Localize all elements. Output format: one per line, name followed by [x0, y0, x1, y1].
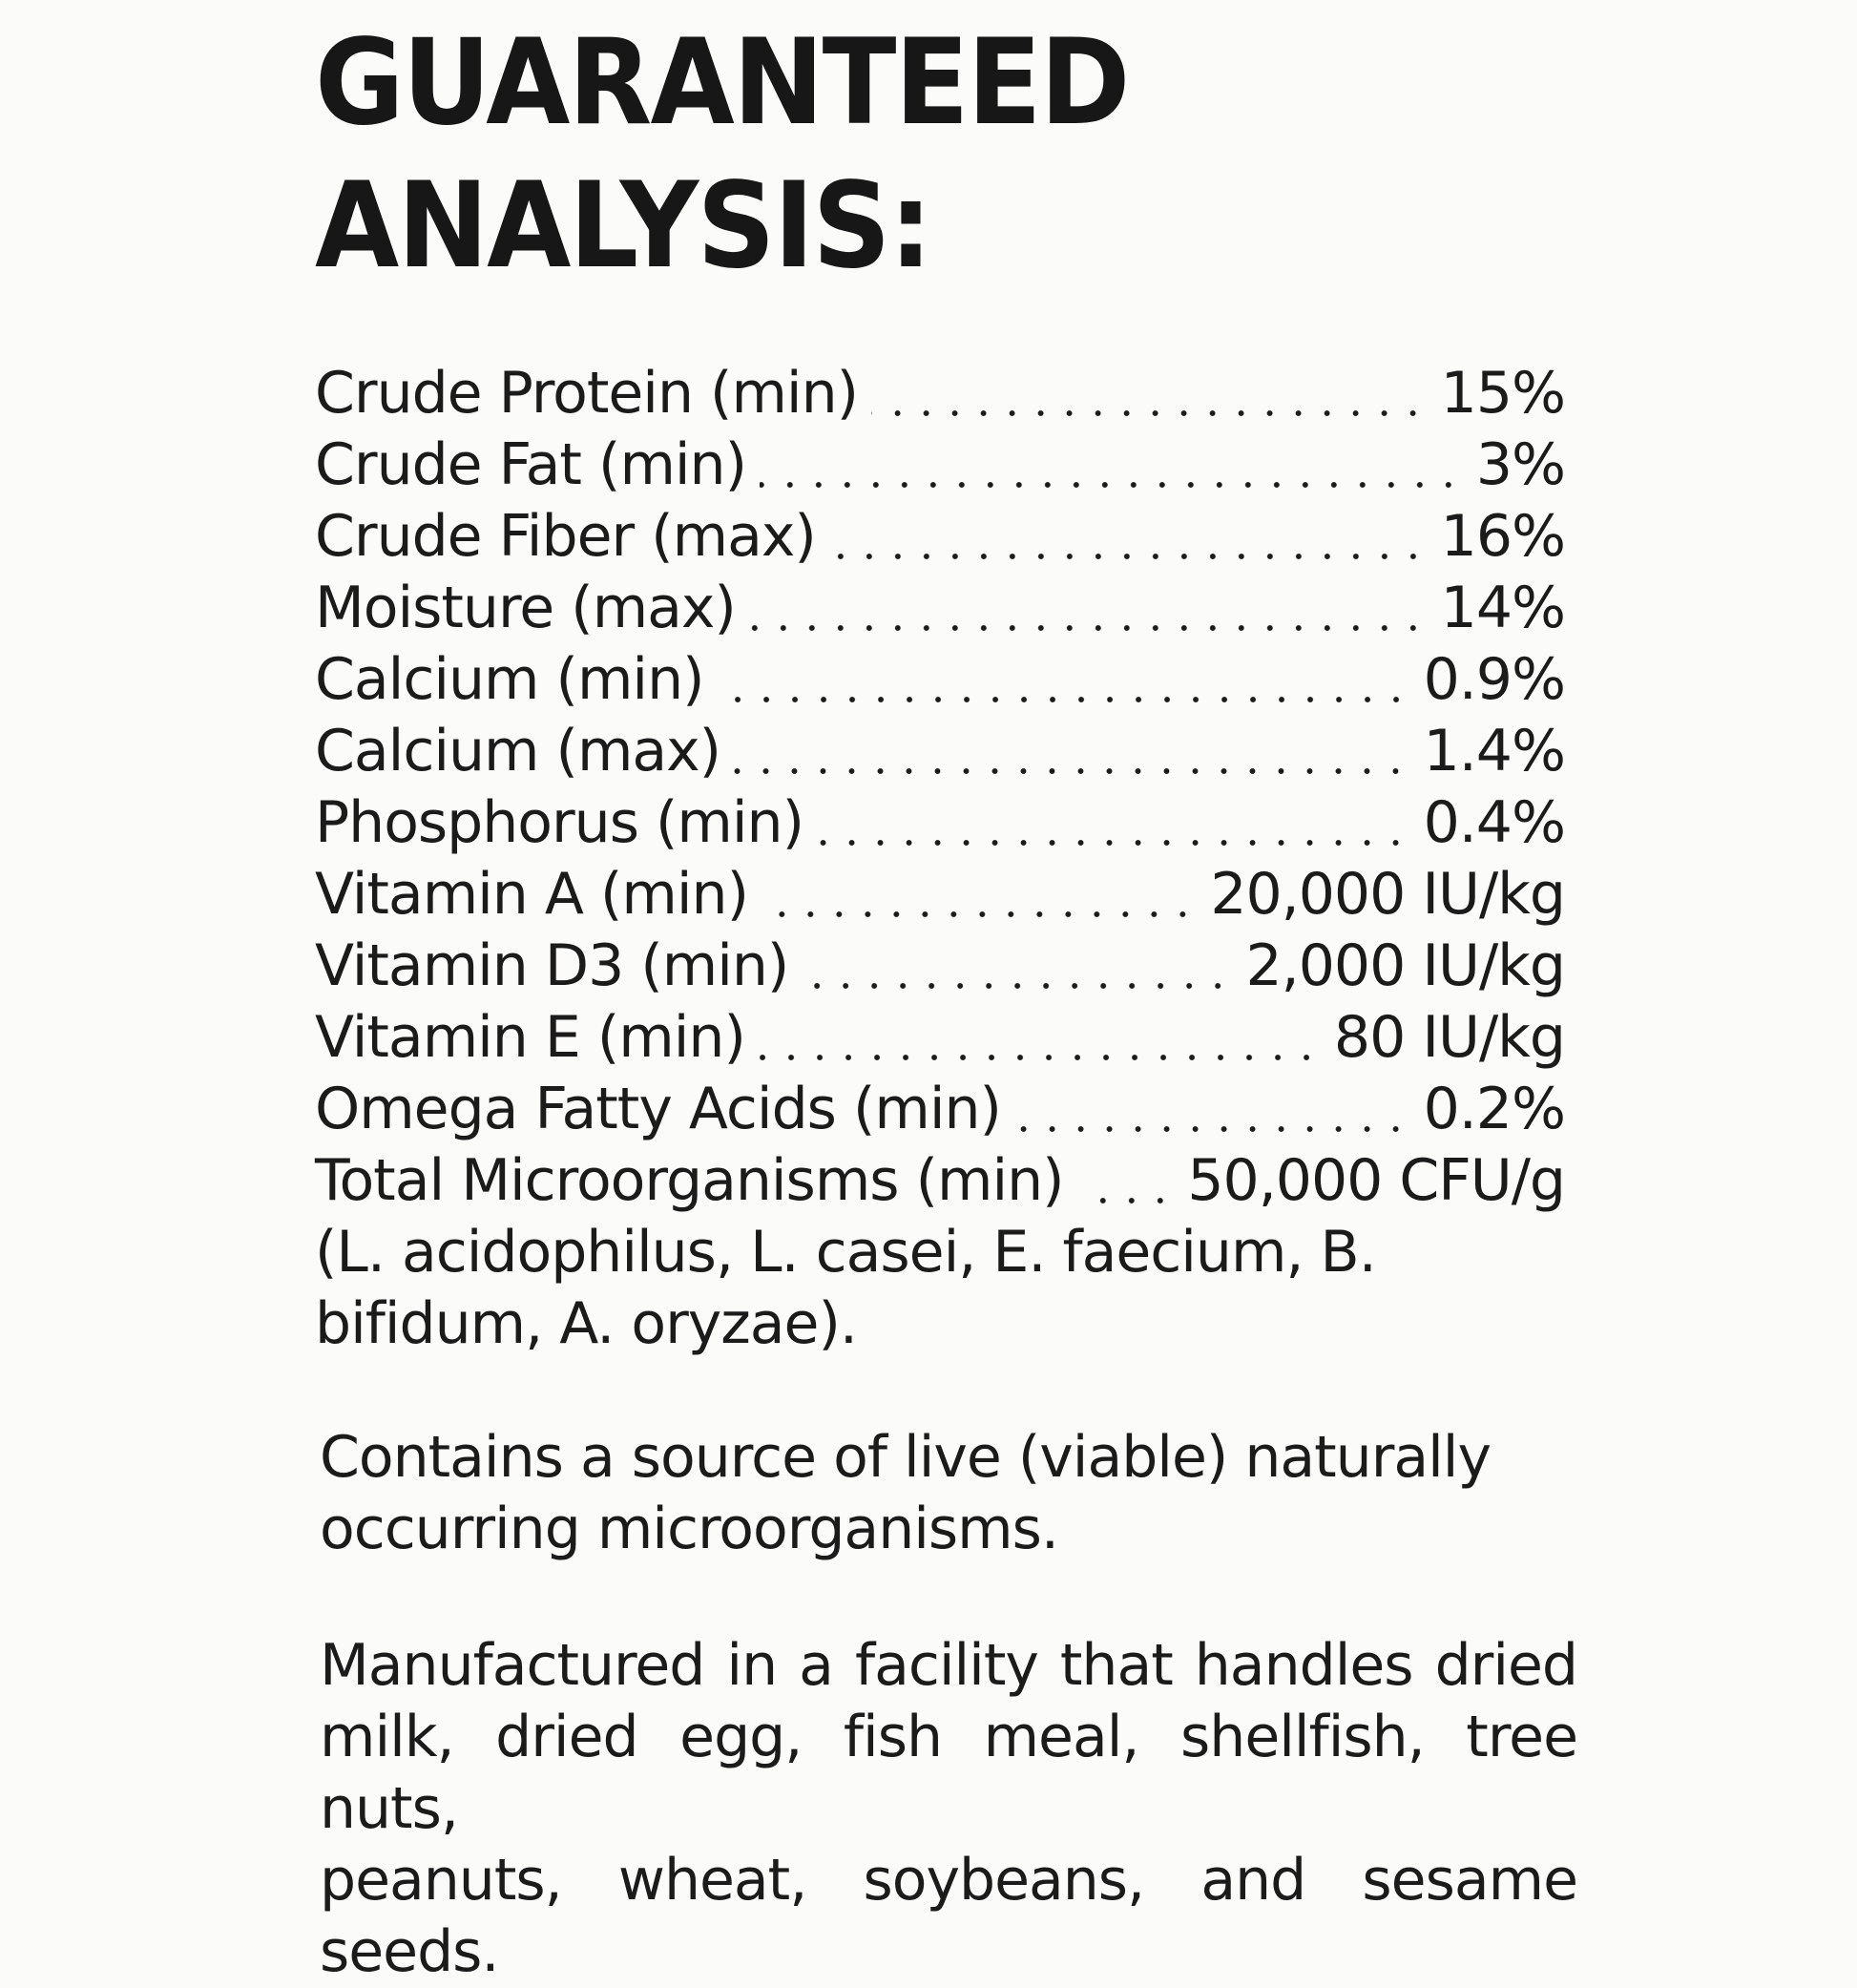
dot-leader: [871, 408, 1428, 419]
analysis-table: [315, 358, 1565, 1217]
analysis-label: Calcium (min): [315, 646, 704, 713]
analysis-label: Crude Protein (min): [315, 360, 859, 427]
live-microorganisms-note: Contains a source of live (viable) naturally occurring microorganisms.: [320, 1424, 1491, 1562]
analysis-row-crude-protein: [315, 358, 1565, 429]
analysis-row-vitamin-a: [315, 859, 1565, 931]
allergen-statement: [320, 1630, 1577, 1988]
analysis-value: 14%: [1440, 575, 1565, 641]
dot-leader: [829, 551, 1428, 562]
analysis-row-crude-fat: [315, 429, 1565, 501]
analysis-row-crude-fiber: [315, 501, 1565, 573]
analysis-row-calcium-min: [315, 644, 1565, 716]
analysis-row-vitamin-e: [315, 1002, 1565, 1074]
dot-leader: [1014, 1123, 1410, 1135]
dot-leader: [802, 980, 1232, 992]
analysis-label: Total Microorganisms (min): [315, 1147, 1064, 1214]
analysis-row-vitamin-d3: [315, 931, 1565, 1002]
analysis-row-calcium-max: [315, 716, 1565, 787]
analysis-label: Phosphorus (min): [315, 789, 803, 856]
analysis-value: 20,000 IU/kg: [1210, 861, 1565, 928]
analysis-label: Omega Fatty Acids (min): [315, 1076, 1001, 1142]
allergen-line-2: milk, dried egg, fish meal, shellfish, tree nuts,: [320, 1704, 1577, 1842]
analysis-value: 80 IU/kg: [1333, 1004, 1565, 1071]
analysis-row-moisture: [315, 573, 1565, 644]
analysis-label: Vitamin A (min): [315, 861, 748, 928]
dot-leader: [749, 622, 1428, 634]
guaranteed-analysis-heading: [315, 11, 1129, 298]
analysis-row-omega-fatty-acids: [315, 1074, 1565, 1145]
heading-line-1: GUARANTEED: [315, 14, 1129, 152]
dot-leader: [718, 694, 1410, 705]
analysis-value: 0.4%: [1423, 789, 1565, 856]
analysis-value: 3%: [1475, 431, 1565, 498]
dot-leader: [762, 909, 1197, 920]
heading-line-2: ANALYSIS:: [315, 157, 931, 295]
analysis-value: 16%: [1440, 503, 1565, 570]
analysis-value: 50,000 CFU/g: [1187, 1147, 1565, 1214]
analysis-label: Crude Fat (min): [315, 431, 746, 498]
analysis-value: 0.9%: [1423, 646, 1565, 713]
allergen-line-3: peanuts, wheat, soybeans, and sesame seeds.: [320, 1847, 1577, 1985]
dot-leader: [817, 837, 1410, 848]
analysis-label: Crude Fiber (max): [315, 503, 816, 570]
analysis-label: Moisture (max): [315, 575, 736, 641]
analysis-label: Calcium (max): [315, 718, 721, 785]
analysis-value: 15%: [1440, 360, 1565, 427]
analysis-label: Vitamin D3 (min): [315, 932, 789, 999]
dot-leader: [760, 479, 1463, 491]
analysis-row-total-microorganisms: [315, 1145, 1565, 1217]
analysis-value: 0.2%: [1423, 1076, 1565, 1142]
analysis-label: Vitamin E (min): [315, 1004, 745, 1071]
analysis-row-phosphorus: [315, 787, 1565, 859]
analysis-value: 1.4%: [1423, 718, 1565, 785]
dot-leader: [759, 1052, 1321, 1063]
allergen-line-1: Manufactured in a facility that handles dried: [320, 1632, 1577, 1699]
dot-leader: [734, 765, 1409, 777]
dot-leader: [1077, 1195, 1175, 1206]
analysis-value: 2,000 IU/kg: [1245, 932, 1565, 999]
microorganism-species-list: (L. acidophilus, L. casei, E. faecium, B. bifidum, A. oryzae).: [315, 1219, 1376, 1357]
